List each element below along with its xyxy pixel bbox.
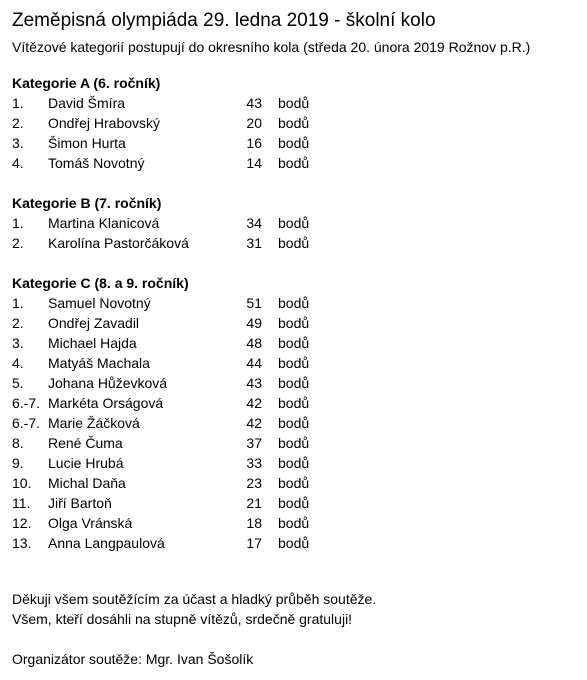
rank: 1. [12,295,24,311]
rank: 12. [12,515,32,531]
rank: 2. [12,235,24,251]
points-value: 37 [246,435,262,451]
competitor-name: Michal Daňa [48,475,126,491]
points-unit: bodů [278,335,310,351]
thanks-line: Děkuji všem soutěžícím za účast a hladký průběh soutěže. [12,591,377,607]
rank: 9. [12,455,24,471]
congratulations-line: Všem, kteří dosáhli na stupně vítězů, srdečně gratuluji! [12,611,353,627]
competitor-name: Michael Hajda [48,335,137,351]
points-value: 42 [246,395,262,411]
points-value: 23 [246,475,262,491]
points-unit: bodů [278,495,310,511]
competitor-name: Ondřej Zavadil [48,315,140,331]
competitor-name: Markéta Orságová [48,395,164,411]
rank: 3. [12,135,24,151]
points-unit: bodů [278,355,310,371]
rank: 8. [12,435,24,451]
rank: 6.-7. [12,415,41,431]
points-value: 48 [246,335,262,351]
rank: 5. [12,375,24,391]
competitor-name: Martina Klanicová [48,215,160,231]
points-unit: bodů [278,435,310,451]
points-unit: bodů [278,155,310,171]
points-unit: bodů [278,315,310,331]
competitor-name: René Čuma [48,435,123,451]
points-value: 20 [246,115,262,131]
competitor-name: Karolína Pastorčáková [48,235,189,251]
points-value: 43 [246,375,262,391]
points-value: 42 [246,415,262,431]
points-value: 43 [246,95,262,111]
category-b-heading: Kategorie B (7. ročník) [12,195,162,211]
competitor-name: Johana Hůževková [48,375,168,391]
points-unit: bodů [278,475,310,491]
points-value: 17 [246,535,262,551]
points-unit: bodů [278,115,310,131]
rank: 11. [12,495,31,511]
rank: 6.-7. [12,395,41,411]
category-a-heading: Kategorie A (6. ročník) [12,75,161,91]
rank: 13. [12,535,32,551]
competitor-name: David Šmíra [48,95,126,111]
rank: 2. [12,115,24,131]
points-unit: bodů [278,375,310,391]
category-c-heading: Kategorie C (8. a 9. ročník) [12,275,189,291]
rank: 1. [12,95,24,111]
points-unit: bodů [278,455,310,471]
points-value: 21 [246,495,262,511]
points-unit: bodů [278,415,310,431]
points-value: 16 [246,135,262,151]
competitor-name: Samuel Novotný [48,295,151,311]
points-unit: bodů [278,235,310,251]
points-value: 51 [246,295,262,311]
points-value: 34 [246,215,262,231]
competitor-name: Olga Vránská [48,515,133,531]
rank: 2. [12,315,24,331]
document-subtitle: Vítězové kategorií postupují do okresního kola (středa 20. února 2019 Rožnov p.R.) [12,39,531,55]
points-unit: bodů [278,395,310,411]
competitor-name: Ondřej Hrabovský [48,115,161,131]
rank: 10. [12,475,32,491]
competitor-name: Jiří Bartoň [48,495,112,511]
points-unit: bodů [278,95,310,111]
competitor-name: Tomáš Novotný [48,155,145,171]
competitor-name: Anna Langpaulová [48,535,165,551]
points-unit: bodů [278,295,310,311]
points-unit: bodů [278,135,310,151]
points-value: 18 [246,515,262,531]
points-unit: bodů [278,215,310,231]
competitor-name: Lucie Hrubá [48,455,124,471]
rank: 3. [12,335,24,351]
points-value: 31 [246,235,262,251]
document-title: Zeměpisná olympiáda 29. ledna 2019 - školní kolo [12,10,436,31]
points-value: 14 [246,155,262,171]
rank: 4. [12,355,24,371]
points-value: 33 [246,455,262,471]
rank: 1. [12,215,24,231]
competitor-name: Marie Žáčková [48,415,140,431]
points-value: 44 [246,355,262,371]
points-unit: bodů [278,515,310,531]
points-unit: bodů [278,535,310,551]
points-value: 49 [246,315,262,331]
organizer-line: Organizátor soutěže: Mgr. Ivan Šošolík [12,651,254,667]
rank: 4. [12,155,24,171]
competitor-name: Matyáš Machala [48,355,150,371]
competitor-name: Šimon Hurta [48,135,126,151]
